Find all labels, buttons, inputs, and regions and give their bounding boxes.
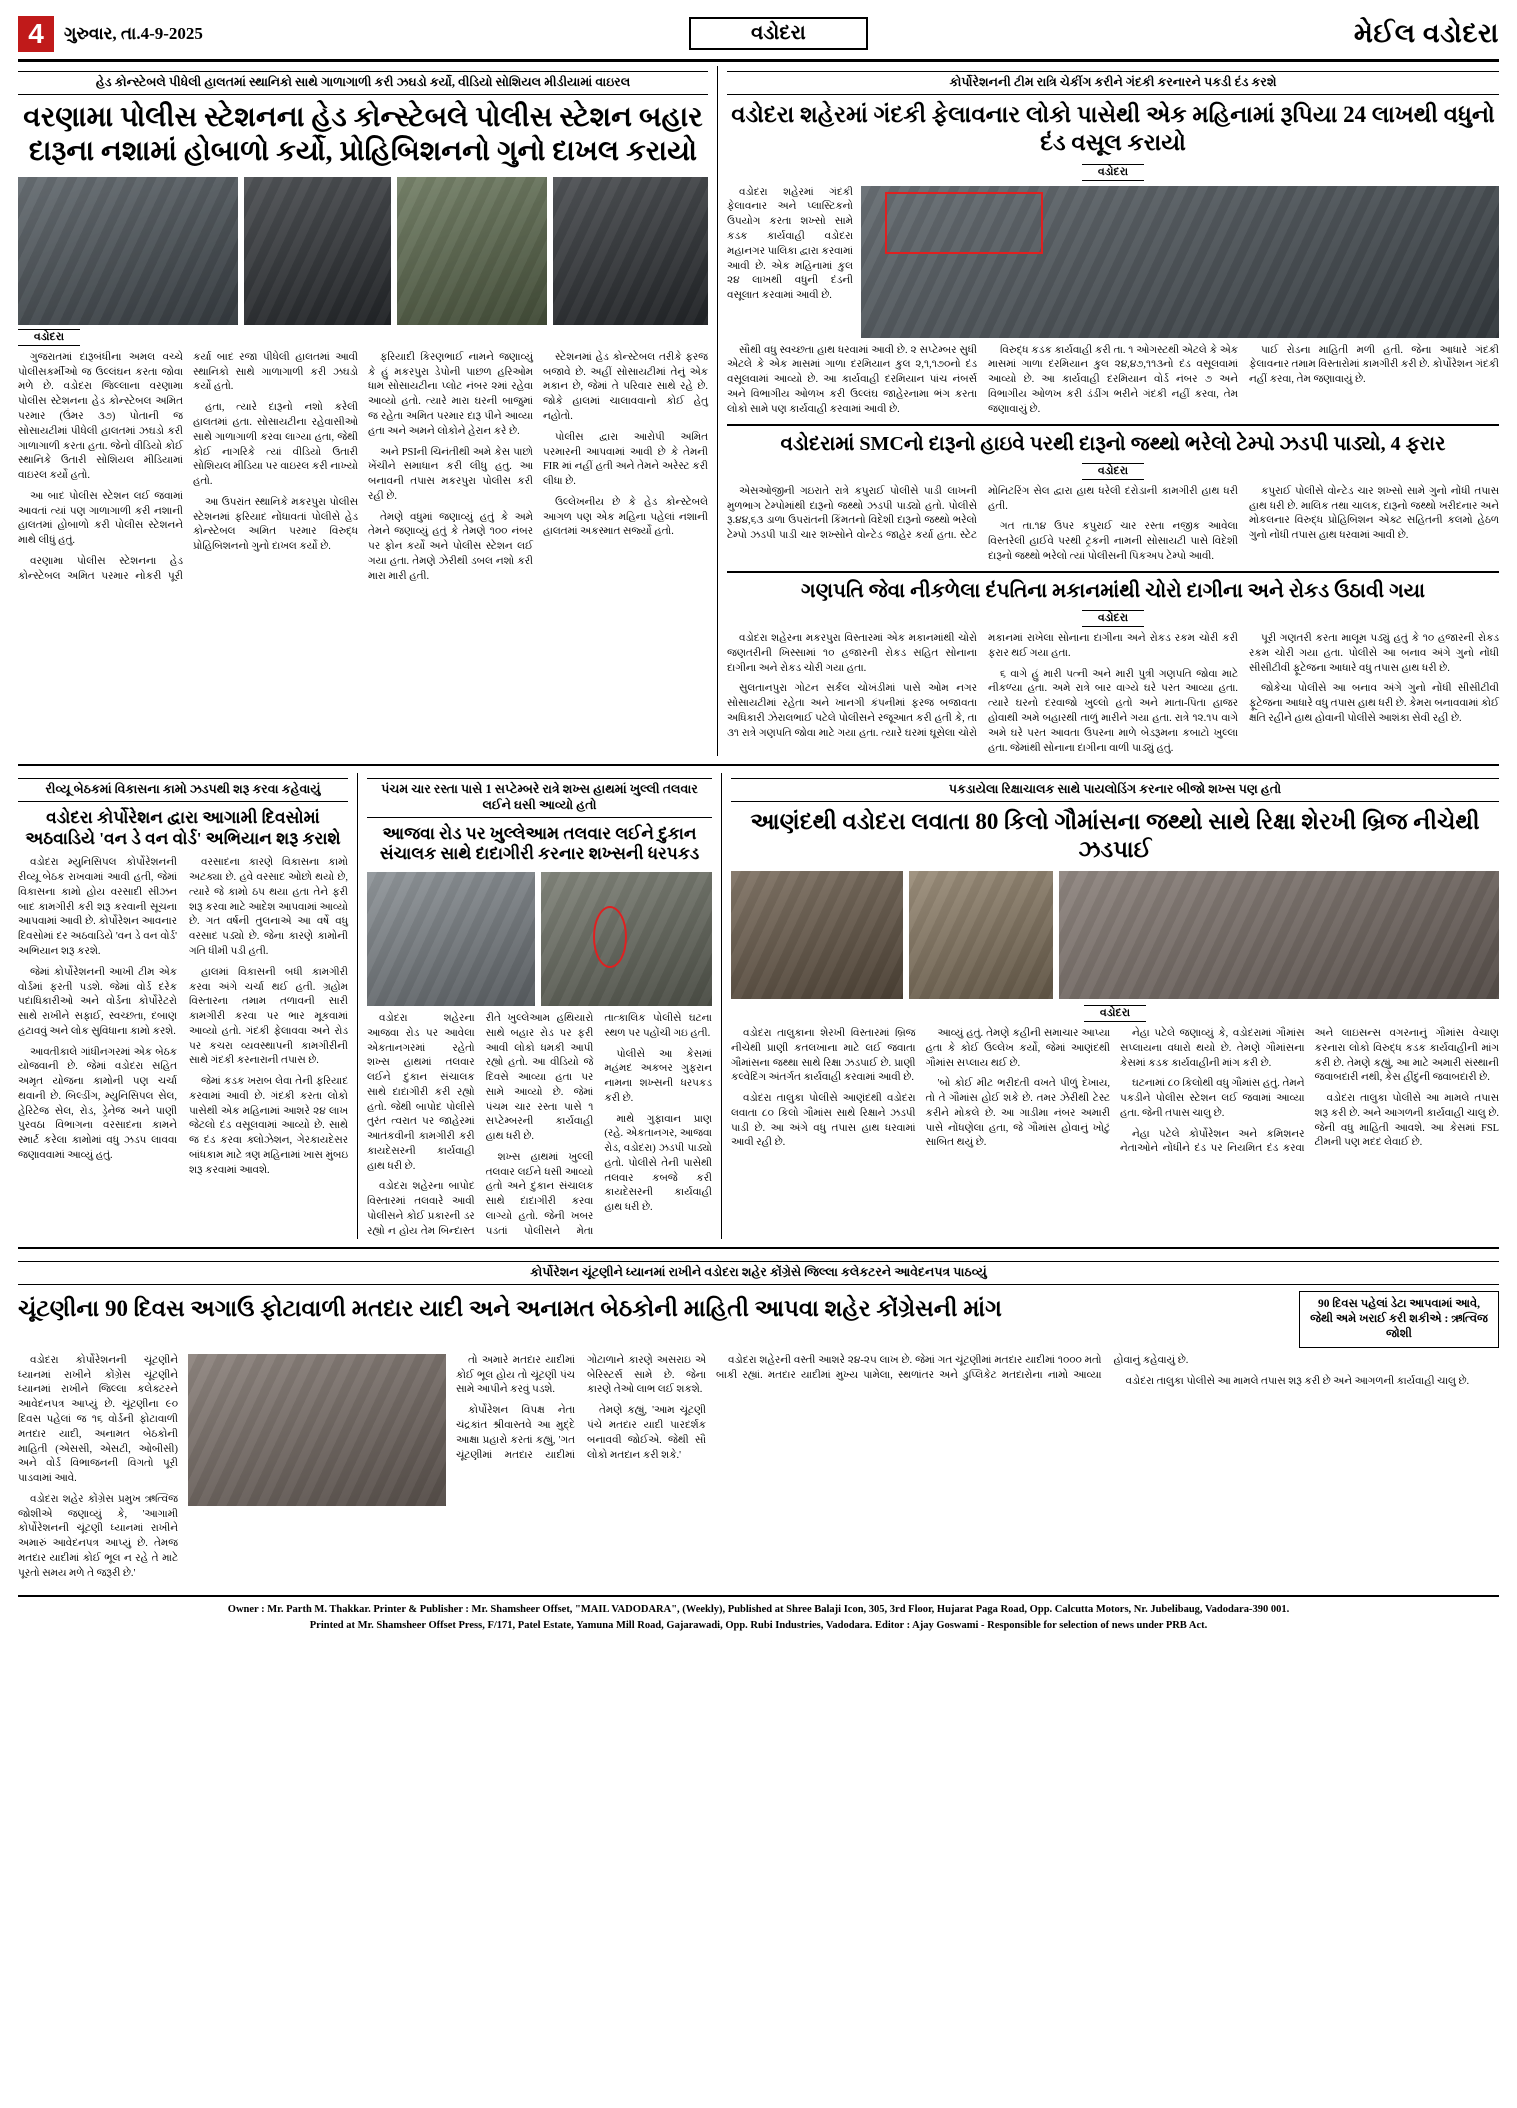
- article-head-constable: [18, 66, 708, 756]
- a1-p1: આ બાદ પોલીસ સ્ટેશન લઈ જવામાં આવતાં ત્યાં પણ ગાળાગાળી કરી નશાની હાલતમાં હોબાળો કરી પોલીસ સ્ટેશનને માથે લીધું હતું.: [18, 490, 183, 547]
- divider-a2-a3: [727, 424, 1499, 426]
- footer-line-1: Owner : Mr. Parth M. Thakkar. Printer & Publisher : Mr. Shamsheer Offset, "MAIL VADODARA", (Weekly), Published at Shree Balaji Icon, 305, 3rd Floor, Hujarat Paga Road, Opp. Calcutta Motors, Nr. Jubelibaug, Vadodara-390 001.: [227, 1604, 1290, 1616]
- a7-p0: વડોદરા તાલુકાના શેરખી વિસ્તારમાં બ્રિજ નીચેથી પ્રાણી કતલખાના માટે લઈ જવાતા ગૌમાંસના જથ્થા સાથે રિક્ષા ઝડપાઈ છે. પ્રાણી કલ્વેદિંગ અંતર્ગત કાર્યવાહી કરવામાં આવી છે.: [731, 1028, 916, 1084]
- a2-p2: વિરુદ્ધ કડક કાર્યવાહી કરી તા. ૧ ઓગસ્ટથી એટલે કે એક માસમાં ગાળા દરમિયાન કુલ ૨૪,૪૭,૧૧૩નો દંડ વસૂલવામાં આવ્યો છે. આ કાર્યવાહી દરમિયાન વોર્ડ નંબર ૭ અને વિભાગીય ઓળખ કરી ડંડીંગ ભરીને ગંદકી નહીં કરવા, તેમ જણાવાયું છે.: [988, 344, 1238, 415]
- a7-p4: નેહા પટેલે જણાવ્યું કે, વડોદરામાં ગૌમાંસ સપ્લાયના વધારો થયો છે. તેમણે ગૌમાંસના કેસમાં કડક કાર્યવાહીની માંગ કરી છે.: [1120, 1028, 1305, 1069]
- vertical-divider-2: [357, 773, 358, 1239]
- a1-p7: તેમણે વધુમાં જણાવ્યું હતું કે અમે તેમને જણાવ્યું હતું કે તેમણે ૧૦૦ નંબર પર ફોન કર્યો અને પોલીસ સ્ટેશન લઈ ગયા હતા. તેમણે ઝેરીથી ડબલ નશો કરી મારા મારી હતી.: [368, 511, 533, 582]
- a1-p9: પોલીસ દ્વારા આરોપી અમિત પરમારની આપવામાં આવી છે કે તેમની FIR માં નહીં હતી અને તેમને અરેસ્ટ કરી લીધા છે.: [543, 431, 708, 488]
- a1-p5: ફરિયાદી કિરણભાઈ નામને જણાવ્યું કે હું મકરપુરા ડેપોની પાછળ હરિઓમ ધામ સોસાયટીના પ્લોટ નંબર ૨માં રહેવા આવ્યો હતો. ત્યારે મારા ઘરની બાજુમાં જ રહેતા અમિત પરમાર દારૂ પીને આવ્યા હતા અને અમને લોકોને હેરાન કરે છે.: [368, 351, 533, 437]
- a1-photo-strip: [18, 177, 708, 325]
- a6-body: [367, 1012, 712, 1239]
- a4-p1: સુલતાનપુરા ગોટન સર્કલ ચોખંડીમાં પાસે ઓમ નગર સોસાયટીમાં રહેતા અને ખાનગી કંપનીમાં ફરજ બજાવતા અધિકારી ઝેરાલભાઈ પટેલે પોલીસને રજૂઆત કરી હતી કે, તા ૩૧ રાત્રે ગણપતિ જોવા માટે ગયા હતા. ત્યારે ઘરમાં ઘૂસેલા ચોરો મકાનમાં રાખેલા સોનાના દાગીના અને રોકડ રકમ ચોરી કરી ફરાર થઈ ગયા હતા.: [727, 633, 1238, 739]
- a7-p2: આવ્યું હતું. તેમણે કહીની સમાચાર આપ્યા હતા કે કોઈ ઉલ્લેખ કર્યો, જેમાં આણંદથી ગૌમાંસ સપ્લાય થઈ છે.: [925, 1028, 1110, 1069]
- masthead-center: [203, 17, 1354, 50]
- a1-p10: ઉલ્લેખનીય છે કે હેડ કોન્સ્ટેબલે આગળ પણ એક મહિના પહેલાં નશાની હાલતમાં અકસ્માત સર્જ્યો હતો.: [543, 496, 708, 538]
- a2-photo-highlight: [885, 192, 1043, 254]
- a7-p6: નેહા પટેલે કોર્પોરેશન અને કમિશનર નેતાઓને નોંધીને દંડ પર નિયમિત દંડ કરવા અને લાઇસન્સ વગરનાનું ગૌમાંસ વેચાણ કરનારા લોકો વિરુદ્ધ કડક કાર્યવાહીની માંગ કરી છે. તેમણે કહ્યું, આ માટે અમારી સંસ્થાની જવાબદારી નથી, કેસ હીંદુની જવાબદારી છે.: [1120, 1028, 1499, 1155]
- top-section: [18, 66, 1499, 756]
- a8-inset-quote: 90 દિવસ પહેલાં ડેટા આપવામાં આવે, જેથી અમે ખરાઈ કરી શકીએ : ઋત્વિજ જોશી: [1299, 1291, 1499, 1348]
- a5-p5: જેમાં કડક ખરાબ લેવા તેની ફરિયાદ કરવામાં આવી છે. ગંદકી કરતા લોકો પાસેથી એક મહિનામાં આશરે ૨૪ લાખ જેટલો દંડ વસૂલવામાં આવ્યો છે. સાથે જ દંડ કરવા ક્લોઝેશન, ગેરકાયદેસર બાંધકામ માટે ત્રણ મહિનામાં ખાસ મુંબઇ શરૂ કરવામાં આવશે.: [189, 1076, 348, 1176]
- a1-p0: ગુજરાતમાં દારૂબંધીના અમલ વચ્ચે પોલીસકર્મીઓ જ ઉલ્લંઘન કરતા જોવા મળે છે. વડોદરા જિલ્લાના વરણામા પોલીસ સ્ટેશનના હેડ કોન્સ્ટેબલ અમિત પરમાર (ઉંમર ૩૭) પોતાની જ સોસાયટીમાં પીધેલી હાલતમાં ઝઘડો કરી ગાળાગાળી કરતા હતા. જેનો વીડિયો કોઈ સ્થાનિકે ઉતારી સોશિયલ મીડિયામાં વાઇરલ કર્યો હતો.: [18, 351, 183, 482]
- a5-p0: વડોદરા મ્યુનિસિપલ કોર્પોરેશનની રીવ્યૂ બેઠક રાખવામાં આવી હતી, જેમાં વિકાસના કામો હોય વરસાદી સીઝન બાદ કામગીરી કરી શરૂ કરવાની સૂચના આપવામાં આવી છે. કોર્પોરેશન આવનાર દિવસોમાં દર અઠવાડિયે 'વન ડે વન વોર્ડ' અભિયાન શરૂ કરશે.: [18, 857, 177, 957]
- a1-p8: સ્ટેશનમાં હેડ કોન્સ્ટેબલ તરીકે ફરજ બજાવે છે. અહીં સોસાયટીમાં તેનું એક મકાન છે, જેમાં તે પરિવાર સાથે રહે છે. જોકે હાલમાં ચાલાવવાનો કોઈ હેતુ નહોતો.: [543, 351, 708, 422]
- a8-p1: વડોદરા શહેર કોંગ્રેસ પ્રમુખ ઋત્વિજ જોશીએ જણાવ્યું કે, 'આગામી કોર્પોરેશનની ચૂંટણી ધ્યાનમાં રાખીને અમારું આવેદનપત્ર આપ્યું છે. તેમજ મતદાર યાદીમાં કોઈ ભૂલ ન રહે તે માટે પૂરતો સમય મળે તે જરૂરી છે.': [18, 1493, 178, 1579]
- article-congress-demand: [18, 1256, 1499, 1587]
- article-garbage-fine: [727, 71, 1499, 418]
- a1-body: [18, 351, 708, 584]
- a7-p3: 'બો કોઈ મીટ ભરીદતી વખતે પીળું દેખાય, તો તે ગૌમાંસ હોઈ શકે છે. તમર ઝેરીથી ટેસ્ટ કરીને મોકલે છે. આ ગાડીમા નંબર અમારી પાસે નોંધણેલા હતા, જે ગૌમાંસ હોવાનું ખોટું સાબિત થયું છે.: [925, 1078, 1110, 1149]
- a7-photo-1: [731, 871, 903, 999]
- a1-p3: હતા, ત્યારે દારૂનો નશો કરેલી હાલતમાં હતા. સોસાયટીના રહેવાસીઓ સાથે ગાળાગાળી કરવા લાગ્યા હતા, જેથી કોઈ નાગરિકે ત્યાં વીડિયો ઉતારી સોશિયલ મીડિયા પર વાઇરલ કરી નાખ્યો હતો.: [193, 402, 358, 488]
- middle-section: [18, 764, 1499, 1239]
- a1-photo-4: [553, 177, 708, 325]
- a8-p6: વડોદરા તાલુકા પોલીસે આ મામલે તપાસ શરૂ કરી છે અને આગળની કાર્યવાહી ચાલુ છે.: [1125, 1375, 1470, 1387]
- a4-p0: વડોદરા શહેરના મકરપુરા વિસ્તારમાં એક મકાનમાંથી ચોરો જણતરીની ખિસ્સામાં ૧૦ હજારની રોકડ સહિત સોનાના દાગીના અને રોકડ ચોરી ગયા હતા.: [727, 633, 977, 674]
- a8-col2: [456, 1354, 706, 1587]
- a3-headline: વડોદરામાં SMCનો દારૂનો હાઇવે પરથી દારૂનો જથ્થો ભરેલો ટેમ્પો ઝડપી પાડ્યો, 4 ફરાર: [780, 432, 1446, 455]
- a2-p0: વડોદરા શહેરમાં ગંદકી ફેલાવનાર અને પ્લાસ્ટિકનો ઉપયોગ કરતા શખ્સો સામે કડક કાર્યવાહી વડોદરા મહાનગર પાલિકા દ્વારા કરવામાં આવી છે. એક મહિનામાં કુલ ૨૪ લાખથી વધુની દંડની વસૂલાત કરવામાં આવી છે.: [727, 186, 853, 302]
- a1-p6: અને PSIની ચિનંતીથી અમે કેસ પાછો ખેંચીને સમાધાન કરી લીધુ હતુ. આ બનાવની તપાસ મકરપુરા પોલીસ કરી રહી છે.: [368, 446, 533, 502]
- a7-photo-3: [1059, 871, 1499, 999]
- a8-photo-wrap: [188, 1354, 446, 1587]
- a7-p5: ઘટનામાં ૮૦ કિલોથી વધુ ગૌમાંસ હતું. તેમને પકડીને પોલીસ સ્ટેશન લઈ જવામાં આવ્યા હતા. જેની તપાસ ચાલુ છે.: [1120, 1078, 1305, 1119]
- a5-p4: હાલમાં વિકાસની બધી કામગીરી કરવા અંગે ચર્ચા થઈ હતી. ગ્રહોમ વિસ્તારના તમામ તળાવની સારી કામગીરી કરવા પર ભાર મૂકવામાં આવ્યો હતો. ગંદકી ફેલાવવા અને રોડ પર કચરા વ્યવસ્થાપની કામગીરીની સાથે ગંદકી કરનારાની તપાસ છે.: [189, 966, 348, 1067]
- a6-p3: પોલીસે આ કેસમાં મહંમદ અકબર ગુફરાન નામના શખ્સની ધરપકડ કરી છે.: [604, 1048, 712, 1104]
- article-beef-seizure: [731, 773, 1499, 1239]
- footer-imprint: [18, 1595, 1499, 1632]
- a2-photo-wrap: [861, 186, 1499, 338]
- a8-p2: તો અમારે મતદાર યાદીમાં કોઈ ભૂલ હોય તો ચૂંટણી પંચ સામે આપીને કરવું પડશે.: [456, 1354, 575, 1396]
- a6-photo-1: [367, 872, 535, 1006]
- a2-kicker: કોર્પોરેશનની ટીમ રાત્રિ ચેકીંગ કરીને ગંદકી કરનારને પકડી દંડ કરશે: [727, 71, 1499, 95]
- masthead-date: ગુરુવાર, તા.4-9-2025: [64, 23, 203, 43]
- a7-p7: વડોદરા તાલુકા પોલીસે આ મામલે તપાસ શરૂ કરી છે. અને આગળની કાર્યવાહી ચાલુ છે. જેની વધુ માહિતી આવશે. આ કેસમાં FSL ટીમની પણ મદદ લેવાઈ છે.: [1314, 1093, 1499, 1149]
- a8-col1: [18, 1354, 178, 1587]
- a7-p1: વડોદરા તાલુકા પોલીસે આણંદથી વડોદરા લવાતા ૮૦ કિલો ગૌમાંસ સાથે રિક્ષાને ઝડપી પાડી છે. આ અંગે વધુ તપાસ હાથ ધરવામાં આવી રહી છે.: [731, 1093, 916, 1149]
- a3-p0: એસઓજીની ગઇરાતે રાત્રે કપુરાઈ પોલીસે પાડી લાખની મુળભાગ ટેમ્પોમાંથી દારૂનો જથ્થો ઝડપી પાડ્યો હતો. પોલીસે રૂ.૪૪,૬૩ ડાળા ઉપરાંતની કિંમતનો વિદેશી દારૂનો જથ્થો ભરેલો ટેમ્પો ઝડપી પાડી ચાર શખ્સોને વોન્ટેડ જાહેર કર્યા હતા. સ્ટેટ મોનિટરિંગ સેલ દ્વારા હાથ ધરેલી દરોડાની કામગીરી હાથ ધરી હતી.: [727, 485, 1238, 542]
- a6-p4: માથે ગુફાવાન પ્રાણ (રહે. એકતાનગર, આજવા રોડ, વડોદરા) ઝડપી પાડ્યો હતો. પોલીસે તેની પાસેથી તલવાર કબજે કરી કાયદેસરની કાર્યવાહી હાથ ધરી છે.: [604, 1113, 712, 1214]
- a3-p2: કપુરાઈ પોલીસે વોન્ટેડ ચાર શખ્સો સામે ગુનો નોંધી તપાસ હાથ ધરી છે. માલિક તથા ચાલક, દારૂનો જથ્થો ખરીદનાર અને મોકલનાર વિરુદ્ધ પ્રોહિબિશન એક્ટ સહિતની કલમો હેઠળ ગુનો નોંધી તપાસ હાથ ધરવામાં આવી છે.: [1249, 485, 1499, 542]
- article-sword-threat: [367, 773, 712, 1239]
- a5-body: [18, 856, 348, 1178]
- a5-p3: વરસાદના કારણે વિકાસના કામો અટક્યા છે. હવે વરસાદ ઓછો થયો છે, ત્યારે જે કામો ઠપ થયા હતા તેને ફરી શરૂ કરવા માટે આદેશ આપવામાં આવ્યો છે. ગત વર્ષની તુલનાએ આ વર્ષે વધુ વરસાદ પડ્યો છે. જેના કારણે કામોની ગતિ ધીમી પડી હતી.: [189, 857, 348, 957]
- a4-p3: પૂરી ગણતરી કરતા માલૂમ પડ્યું હતું કે ૧૦ હજારની રોકડ રકમ ચોરી ગયા હતા. પોલીસે આ બનાવ અંગે ગુનો નોંધી સીસીટીવી ફૂટેજના આધારે વધુ તપાસ હાથ ધરી છે.: [1249, 633, 1499, 674]
- article-liquor-tempo: [727, 432, 1499, 565]
- a6-p1: વડોદરા શહેરના બાપોદ વિસ્તારમાં તલવારે આવી પોલીસને કોઈ પ્રકારની ડર રહ્યો ન હોય તેમ બિન્દાસ્ત રીતે ખુલ્લેઆમ હથિયારો સાથે બહાર રોડ પર ફરી આવી લોકો ધમકી આપી રહ્યો હતો. આ વીડિયો જે દિવસે આવ્યા હતા પર સામે આવ્યો છે. જેમાં પંચમ ચાર રસ્તા પાસે ૧ સપ્ટેમ્બરની કાર્યવાહી હાથ ધરી છે.: [367, 1013, 594, 1237]
- a1-photo-2: [244, 177, 391, 325]
- a2-headline: વડોદરા શહેરમાં ગંદકી ફેલાવનાર લોકો પાસેથી એક મહિનામાં રૂપિયા 24 લાખથી વધુનો દંડ વસૂલ કરાયો: [731, 101, 1495, 155]
- a7-kicker: પકડાયેલા રિક્ષાચાલક સાથે પાયલોડિંગ કરનાર બીજો શખ્સ પણ હતો: [731, 778, 1499, 802]
- a7-photo-2: [909, 871, 1053, 999]
- a1-p2: વરણામા પોલીસ સ્ટેશનના હેડ કોન્સ્ટેબલ અમિત પરમાર નોકરી પૂરી કર્યા બાદ રજા પીધેલી હાલતમાં આવી સ્થાનિકો સાથે ગાળાગાળી કરી ઝઘડો કર્યો હતો.: [18, 351, 358, 582]
- a3-dateline: વડોદરા: [1082, 463, 1144, 480]
- a7-photo-strip: [731, 871, 1499, 999]
- a8-p0: વડોદરા કોર્પોરેશનની ચૂંટણીને ધ્યાનમાં રાખીને કોંગ્રેસ ચૂંટણીને ધ્યાનમાં રાખીને જિલ્લા કલેક્ટરને આવેદનપત્ર આપ્યું છે. ચૂંટણીના ૯૦ દિવસ પહેલાં જ ૧૬ વોર્ડની ફોટાવાળી મતદાર યાદી, અનામત બેઠકોની માહિતી (એસસી, એસટી, ઓબીસી) અને વોર્ડ વિભાજનની વિગતો પૂરી પાડવામાં આવે.: [18, 1354, 178, 1485]
- a8-headline: ચૂંટણીના 90 દિવસ અગાઉ ફોટાવાળી મતદાર યાદી અને અનામત બેઠકોની માહિતી આપવા શહેર કોંગ્રેસની માંગ: [18, 1296, 1002, 1322]
- vertical-divider-3: [721, 773, 722, 1239]
- masthead: [18, 14, 1499, 62]
- article-one-day-one-ward: [18, 773, 348, 1239]
- a3-body: [727, 485, 1499, 565]
- a8-kicker: કોર્પોરેશન ચૂંટણીને ધ્યાનમાં રાખીને વડોદરા શહેર કોંગ્રેસે જિલ્લા કલેકટરને આવેદનપત્ર પાઠવ્યું: [18, 1261, 1499, 1285]
- a6-headline: આજવા રોડ પર ખુલ્લેઆમ તલવાર લઈને દુકાન સંચાલક સાથે દાદાગીરી કરનાર શખ્સની ધરપકડ: [379, 823, 700, 864]
- vertical-divider-1: [717, 66, 718, 756]
- a7-dateline: વડોદરા: [1084, 1005, 1146, 1022]
- a5-p2: આવતીકાલે ગાંધીનગરમાં એક બેઠક યોજવાની છે. જેમાં વડોદરા સહિત અમૃત યોજના કામોની પણ ચર્ચા થવાની છે. બિલ્ડીંગ, મ્યુનિસિપલ સેલ, હેરિટેજ સેલ, રોડ, ડ્રેનેજ અને પાણી પુરવઠા વિભાગના વરસાદના કામને સ્માર્ટ કરેલા કામોમાં વધુ ઝડપ લાવવા જણાવવામાં આવ્યું હતું.: [18, 1046, 177, 1161]
- a1-headline: વરણામા પોલીસ સ્ટેશનના હેડ કોન્સ્ટેબલે પોલીસ સ્ટેશન બહાર દારૂના નશામાં હોબાળો કર્યો, પ્રોહિબિશનનો ગુનો દાખલ કરાયો: [23, 101, 703, 167]
- article-ganpati-theft: [727, 579, 1499, 757]
- a8-p5: વડોદરા શહેરની વસ્તી આશરે ૨૪-૨૫ લાખ છે. જેમાં ગત ચૂંટણીમાં મતદાર યાદીમાં ૧૦૦૦ મતો બાકી રહ્યાં. મતદાર યાદીમાં મુખ્ય પામેલા, સ્થળાંતર અને ડુપ્લિકેટ મતદારોના નામો આવ્યા હોવાનું કહેવાયું છે.: [716, 1354, 1189, 1381]
- footer-line-2: Printed at Mr. Shamsheer Offset Press, F/171, Patel Estate, Yamuna Mill Road, Gajarawadi, Opp. Rubi Industries, Vadodara. Editor : Ajay Goswami - Responsible for selection of news under PRB Act.: [309, 1619, 1208, 1631]
- a5-headline: વડોદરા કોર્પોરેશન દ્વારા આગામી દિવસોમાં અઠવાડિયે 'વન ડે વન વોર્ડ' અભિયાન શરૂ કરાશે: [25, 807, 341, 848]
- a4-p4: જોકેચા પોલીસે આ બનાવ અંગે ગુનો નોંધી સીસીટીવી ફૂટેજના આધારે વધુ તપાસ હાથ ધરી છે. કેમરા બનાવવામાં કોઈ ક્ષતિ રહીને હાથ હોવાની પોલીસે આશંકા સેવી રહી છે.: [1249, 683, 1499, 724]
- a6-photo-highlight: [593, 906, 627, 968]
- bottom-section: [18, 1247, 1499, 1587]
- a6-p2: શખ્સ હાથમાં ખુલ્લી તલવાર લઈને ધસી આવ્યો હતો અને દુકાન સંચાલક સાથે દાદાગીરી કરવા લાગ્યો હતો. જેની ખબર પડતાં પોલીસને મેતા તાત્કાલિક પોલીસે ઘટના સ્થળ પર પહોંચી ગઇ હતી.: [485, 1013, 712, 1237]
- a2-dateline: વડોદરા: [1082, 164, 1144, 181]
- a4-body: [727, 632, 1499, 756]
- a6-kicker: પંચમ ચાર રસ્તા પાસે 1 સપ્ટેમ્બરે રાત્રે શખ્સ હાથમાં ખુલ્લી તલવાર લઈને ઘસી આવ્યો હતો: [367, 778, 712, 817]
- divider-a3-a4: [727, 571, 1499, 573]
- a6-p0: વડોદરા શહેરના આજવા રોડ પર આવેલા એકતાનગરમાં રહેતો શખ્સ હાથમાં તલવાર લઈને દુકાન સંચાલક સાથે દાદાગીરી કરી રહ્યો હતો. જેથી બાપોદ પોલીસે તુરંત ત્વરાત પર જાહેરમાં આતંકવીની કામગીરી કરી કાયદેસરની કાર્યવાહી હાથ ધરી છે.: [367, 1013, 475, 1172]
- a8-col3: [716, 1354, 1499, 1587]
- a2-body: [727, 344, 1499, 418]
- page-number: 4: [18, 16, 54, 52]
- a7-body: [731, 1027, 1499, 1157]
- a5-p1: જેમાં કોર્પોરેશનની આખી ટીમ એક વોર્ડમાં ફરતી પડશે. જેમાં વોર્ડ દરેક પદાધિકારીઓ અને વોર્ડના કોર્પોરેટરો સાથે રાખીને સફાઈ, સ્વચ્છતા, દબાણ હટાવવું અને લોક સુવિધાના કામો કરશે.: [18, 966, 177, 1037]
- a8-photo: [188, 1354, 446, 1506]
- a3-p1: ગત તા.૧૪ ઉપર કપુરાઈ ચાર રસ્તા નજીક આવેલા વિસ્તરેલી હાઈવે પરથી ટ્રકની નામની સોસાયટી પાસે વિદેશી દારૂનો જથ્થો ભરેલો ત્યાં પોલીસની પિકઅપ ટેમ્પો આવી.: [988, 521, 1238, 562]
- a5-kicker: રીવ્યૂ બેઠકમાં વિકાસના કામો ઝડપથી શરૂ કરવા કહેવાયું: [18, 778, 348, 802]
- a2-p1: સૌથી વધુ સ્વચ્છતા હાથ ધરવામાં આવી છે. ૨ સપ્ટેમ્બર સુધી એટલે કે એક માસમાં ગાળા દરમિયાન કુલ ૨,૧,૧૭૦નો દંડ વસૂલવામાં આવ્યો છે. આ કાર્યવાહી દરમિયાન પાંચ નંબર્સ અને વિભાગીય ઓળખ કરી ઉલ્લંઘ જાહેરનામા ભંગ કરતા લોકો સામે પણ કાર્યવાહી કરવામાં આવી છે.: [727, 344, 977, 415]
- a4-headline: ગણપતિ જેવા નીકળેલા દંપતિના મકાનમાંથી ચોરો દાગીના અને રોકડ ઉઠાવી ગયા: [801, 579, 1425, 602]
- a8-p4: તેમણે કહ્યું, 'આમ ચૂંટણી પંચે મતદાર યાદી પારદર્શક બનાવવી જોઈએ. જેથી સૌ લોકો મતદાન કરી શકે.': [587, 1405, 706, 1461]
- a4-p2: ૬ વાગે હું મારી પત્ની અને મારી પુત્રી ગણપતિ જોવા માટે નીકળ્યા હતા. અમે રાત્રે બાર વાગ્યે ઘરે પરત આવ્યા હતા. ત્યારે ઘરનો દરવાજો ખુલ્લો હતો અને માતા-પિતા હાજર હોવાથી અમે બહારથી તાળું મારીને ગયા હતા. રાત્રે ૧૨.૧૫ વાગે અમે ઘરે પરત આવતા ઉપરના માળે બેડરૂમના કબાટો ખુલ્લા હતા. જેમાંથી સોનાના દાગીના વાળી પાડ્યું હતું.: [988, 668, 1238, 754]
- a1-photo-3: [397, 177, 548, 325]
- masthead-title: મેઈલ વડોદરા: [1353, 17, 1499, 48]
- a1-kicker: હેડ કોન્સ્ટેબલે પીધેલી હાલતમાં સ્થાનિકો સાથે ગાળાગાળી કરી ઝઘડો કર્યો, વીડિયો સોશિયલ મીડીયામાં વાઇરલ: [18, 71, 708, 95]
- a7-headline: આણંદથી વડોદરા લવાતા 80 કિલો ગૌમાંસના જથ્થો સાથે રિક્ષા શેરખી બ્રિજ નીચેથી ઝડપાઈ: [750, 808, 1480, 862]
- a8-p3: કોર્પોરેશન વિપક્ષ નેતા ચંદ્રકાંત શ્રીવાસ્તવે આ મુદ્દે આક્ષા પ્રહારો કરતાં કહ્યું, 'ગત ચૂંટણીમાં મતદાર યાદીમાં ગોટાળાને કારણે અસરાઇ એ બેરિસ્ટર્સ સામે છે. જેના કારણે તેઓ લાભ લઈ શકશે.: [456, 1354, 706, 1461]
- a1-photo-1: [18, 177, 238, 325]
- a1-p4: આ ઉપરાંત સ્થાનિકે મકરપુરા પોલીસ સ્ટેશનમાં ફરિયાદ નોંધાવતાં પોલીસે હેડ કોન્સ્ટેબલ અમિત પરમાર વિરુદ્ધ પ્રોહિબિશનનો ગુનો દાખલ કર્યો છે.: [193, 496, 358, 553]
- a2-p3: પાઈ રોડના માહિતી મળી હતી. જેના આધારે ગંદકી ફેલાવનાર તમામ વિસ્તારોમાં કામગીરી કરી છે. કોર્પોરેશન ગંદકી નહીં કરવા, તેમ જણાવાયું છે.: [1249, 344, 1499, 386]
- edition-label: વડોદરા: [689, 17, 868, 50]
- a1-dateline: વડોદરા: [18, 329, 80, 346]
- right-top-column: [727, 66, 1499, 756]
- a6-photo-2: [541, 872, 712, 1006]
- a2-col1: [727, 186, 853, 338]
- a4-dateline: વડોદરા: [1082, 610, 1144, 627]
- a6-photo-strip: [367, 872, 712, 1006]
